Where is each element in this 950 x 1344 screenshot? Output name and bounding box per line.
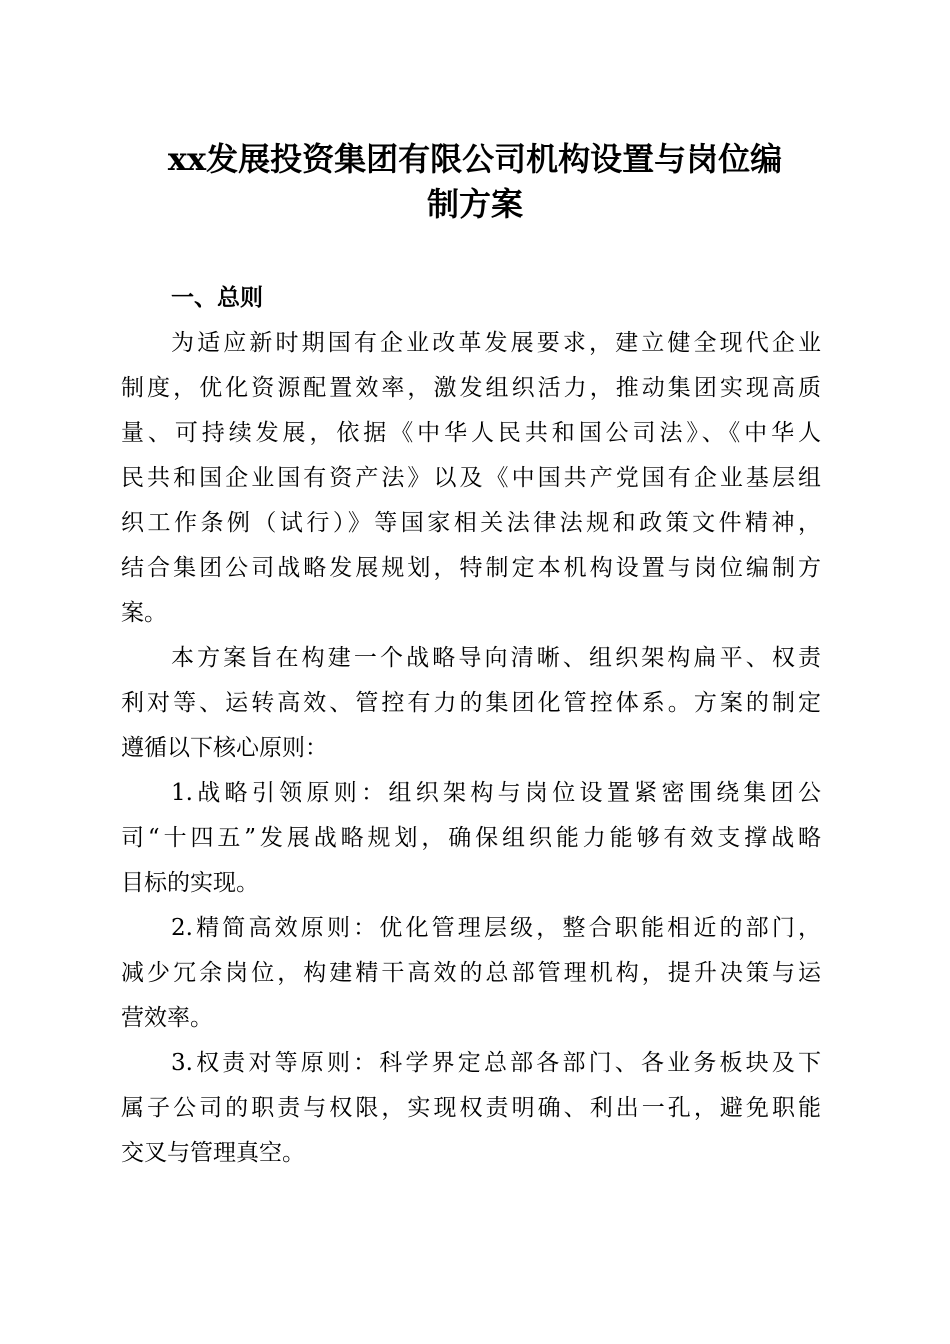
- paragraph-line: 3.权责对等原则：科学界定总部各部门、各业务板块及下: [171, 1050, 821, 1076]
- section-heading: 一、总则: [171, 285, 263, 311]
- paragraph-line: 1.战略引领原则：组织架构与岗位设置紧密围绕集团公: [171, 780, 821, 806]
- paragraph-line: 织工作条例（试行）》等国家相关法律法规和政策文件精神，: [121, 510, 821, 536]
- paragraph-line: 结合集团公司战略发展规划，特制定本机构设置与岗位编制方: [121, 555, 821, 581]
- paragraph: [121, 1041, 821, 1176]
- paragraph-line: 营效率。: [121, 1005, 213, 1031]
- paragraph-line: 目标的实现。: [121, 870, 259, 896]
- paragraph: [121, 906, 821, 1041]
- paragraph-line: 为适应新时期国有企业改革发展要求，建立健全现代企业: [171, 330, 821, 356]
- paragraph-line: 民共和国企业国有资产法》以及《中国共产党国有企业基层组: [121, 465, 821, 491]
- document-title: [100, 137, 850, 227]
- paragraph-line: 2.精简高效原则：优化管理层级，整合职能相近的部门，: [171, 915, 821, 941]
- paragraph-line: 减少冗余岗位，构建精干高效的总部管理机构，提升决策与运: [121, 960, 821, 986]
- title-line-2: 制方案: [426, 185, 523, 223]
- paragraph-line: 制度，优化资源配置效率，激发组织活力，推动集团实现高质: [121, 375, 821, 401]
- paragraph-line: 司“十四五”发展战略规划，确保组织能力能够有效支撑战略: [121, 825, 821, 851]
- paragraph-line: 量、可持续发展，依据《中华人民共和国公司法》、《中华人: [121, 420, 821, 446]
- paragraph-line: 本方案旨在构建一个战略导向清晰、组织架构扁平、权责: [171, 645, 821, 671]
- paragraph-line: 交叉与管理真空。: [121, 1140, 305, 1166]
- document-body: [121, 276, 821, 1176]
- paragraph-line: 利对等、运转高效、管控有力的集团化管控体系。方案的制定: [121, 690, 821, 716]
- paragraph: [121, 636, 821, 771]
- paragraph: [121, 321, 821, 636]
- paragraph-line: 属子公司的职责与权限，实现权责明确、利出一孔，避免职能: [121, 1095, 821, 1121]
- paragraph: [121, 771, 821, 906]
- paragraph-line: 案。: [121, 600, 167, 626]
- title-line-1: xx发展投资集团有限公司机构设置与岗位编: [167, 140, 783, 178]
- paragraph-line: 遵循以下核心原则：: [121, 735, 328, 761]
